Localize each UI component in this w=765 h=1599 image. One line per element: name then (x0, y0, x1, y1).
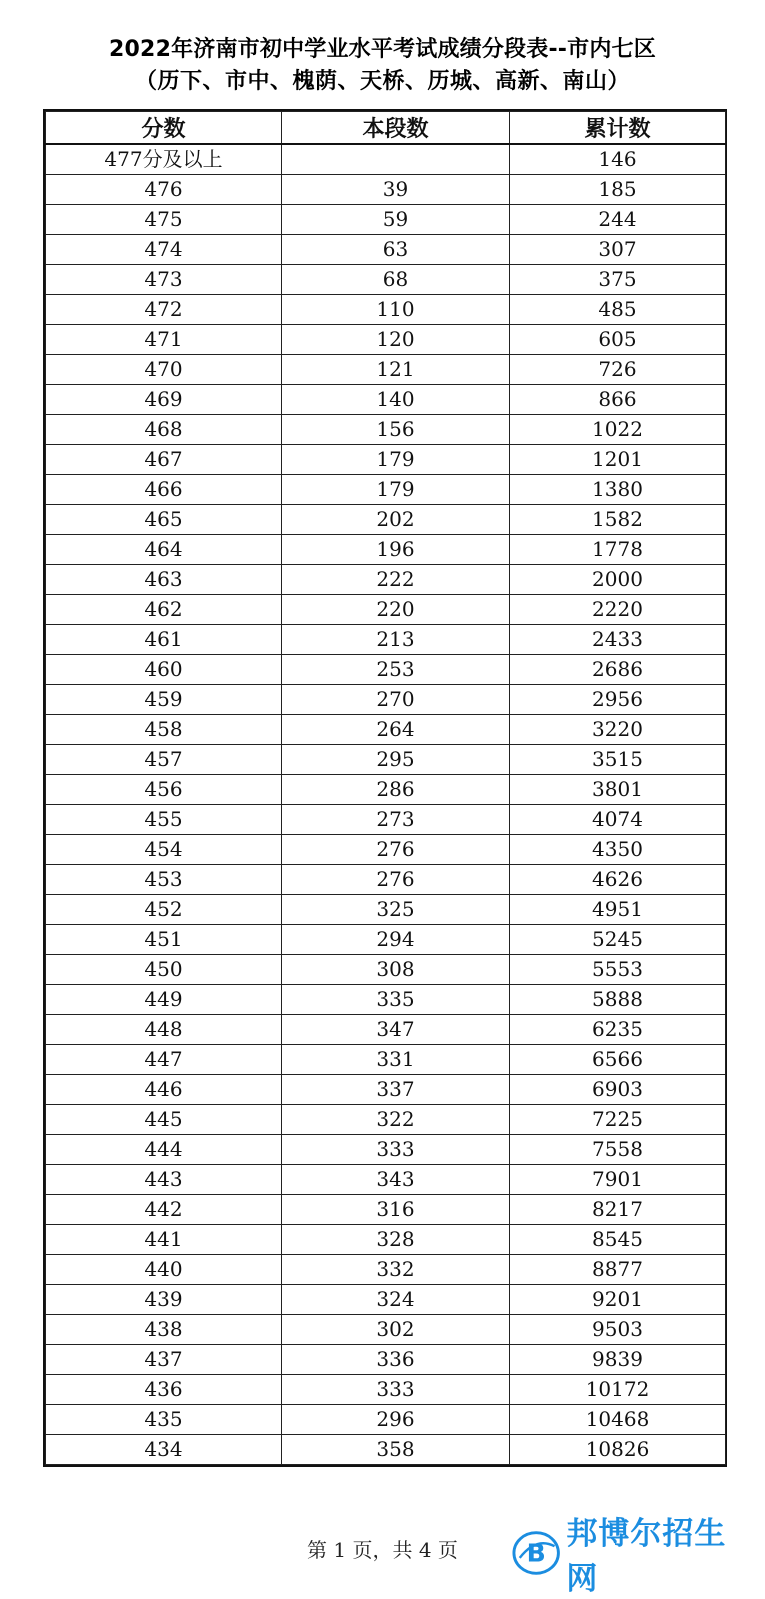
cell-cumulative-count: 1582 (510, 505, 726, 535)
cell-segment-count: 264 (282, 715, 510, 745)
cell-segment-count: 110 (282, 295, 510, 325)
cell-cumulative-count: 866 (510, 385, 726, 415)
cell-cumulative-count: 244 (510, 205, 726, 235)
cell-score: 437 (46, 1345, 282, 1375)
table-row (46, 1015, 726, 1045)
table-row (46, 655, 726, 685)
cell-cumulative-count: 9503 (510, 1315, 726, 1345)
table-row (46, 865, 726, 895)
cell-segment-count: 63 (282, 235, 510, 265)
cell-segment-count: 276 (282, 865, 510, 895)
table-row (46, 925, 726, 955)
table-row (46, 745, 726, 775)
cell-score: 439 (46, 1285, 282, 1315)
table-row (46, 805, 726, 835)
cell-score: 436 (46, 1375, 282, 1405)
cell-cumulative-count: 1380 (510, 475, 726, 505)
cell-cumulative-count: 2956 (510, 685, 726, 715)
cell-score: 456 (46, 775, 282, 805)
cell-cumulative-count: 4626 (510, 865, 726, 895)
cell-cumulative-count: 10826 (510, 1435, 726, 1465)
cell-segment-count: 358 (282, 1435, 510, 1465)
table-row (46, 1195, 726, 1225)
table-row (46, 715, 726, 745)
cell-cumulative-count: 4074 (510, 805, 726, 835)
cell-segment-count: 316 (282, 1195, 510, 1225)
cell-segment-count: 273 (282, 805, 510, 835)
table-row (46, 625, 726, 655)
cell-score: 465 (46, 505, 282, 535)
cell-score: 460 (46, 655, 282, 685)
cell-cumulative-count: 10468 (510, 1405, 726, 1435)
cell-cumulative-count: 7558 (510, 1135, 726, 1165)
cell-segment-count: 308 (282, 955, 510, 985)
document-title: 2022年济南市初中学业水平考试成绩分段表--市内七区 (109, 37, 656, 62)
table-row (46, 175, 726, 205)
cell-score: 473 (46, 265, 282, 295)
table-row (46, 1135, 726, 1165)
cell-score: 470 (46, 355, 282, 385)
cell-segment-count: 333 (282, 1135, 510, 1165)
cell-cumulative-count: 3220 (510, 715, 726, 745)
cell-cumulative-count: 6235 (510, 1015, 726, 1045)
cell-cumulative-count: 8877 (510, 1255, 726, 1285)
cell-segment-count: 325 (282, 895, 510, 925)
cell-cumulative-count: 5553 (510, 955, 726, 985)
cell-score: 448 (46, 1015, 282, 1045)
table-row (46, 895, 726, 925)
cell-score: 442 (46, 1195, 282, 1225)
cell-cumulative-count: 307 (510, 235, 726, 265)
table-header-row (46, 112, 726, 145)
cell-segment-count: 322 (282, 1105, 510, 1135)
cell-cumulative-count: 4951 (510, 895, 726, 925)
table-row (46, 355, 726, 385)
cell-segment-count: 347 (282, 1015, 510, 1045)
table-row (46, 325, 726, 355)
cell-cumulative-count: 2686 (510, 655, 726, 685)
cell-score: 469 (46, 385, 282, 415)
cell-score: 471 (46, 325, 282, 355)
cell-segment-count: 335 (282, 985, 510, 1015)
table-row (46, 835, 726, 865)
cell-cumulative-count: 8217 (510, 1195, 726, 1225)
cell-cumulative-count: 9201 (510, 1285, 726, 1315)
cell-score: 454 (46, 835, 282, 865)
table-row (46, 1405, 726, 1435)
cell-cumulative-count: 7901 (510, 1165, 726, 1195)
table-row (46, 1165, 726, 1195)
cell-score: 455 (46, 805, 282, 835)
cell-cumulative-count: 7225 (510, 1105, 726, 1135)
cell-score: 449 (46, 985, 282, 1015)
cell-score: 443 (46, 1165, 282, 1195)
table-row (46, 1435, 726, 1465)
cell-score: 472 (46, 295, 282, 325)
cell-segment-count: 337 (282, 1075, 510, 1105)
cell-segment-count: 220 (282, 595, 510, 625)
cell-segment-count: 196 (282, 535, 510, 565)
table-row (46, 1075, 726, 1105)
cell-cumulative-count: 5888 (510, 985, 726, 1015)
table-row (46, 1315, 726, 1345)
header-score: 分数 (46, 112, 282, 145)
table-row (46, 1285, 726, 1315)
table-row (46, 445, 726, 475)
cell-score: 468 (46, 415, 282, 445)
cell-segment-count: 59 (282, 205, 510, 235)
cell-score: 445 (46, 1105, 282, 1135)
cell-score: 458 (46, 715, 282, 745)
table-row (46, 1045, 726, 1075)
cell-segment-count: 331 (282, 1045, 510, 1075)
table-row (46, 685, 726, 715)
cell-segment-count: 39 (282, 175, 510, 205)
cell-segment-count (282, 144, 510, 175)
cell-score: 476 (46, 175, 282, 205)
document-subtitle: （历下、市中、槐荫、天桥、历城、高新、南山） (134, 69, 630, 94)
cell-segment-count: 296 (282, 1405, 510, 1435)
cell-cumulative-count: 146 (510, 144, 726, 175)
cell-segment-count: 302 (282, 1315, 510, 1345)
table-row (46, 595, 726, 625)
cell-score: 447 (46, 1045, 282, 1075)
cell-segment-count: 179 (282, 475, 510, 505)
cell-cumulative-count: 485 (510, 295, 726, 325)
table-row (46, 1105, 726, 1135)
score-table-container (43, 109, 727, 1467)
cell-cumulative-count: 2220 (510, 595, 726, 625)
cell-segment-count: 179 (282, 445, 510, 475)
header-segment-count: 本段数 (282, 112, 510, 145)
cell-segment-count: 295 (282, 745, 510, 775)
table-row (46, 985, 726, 1015)
cell-cumulative-count: 4350 (510, 835, 726, 865)
svg-text:B: B (526, 1538, 546, 1568)
table-row (46, 1375, 726, 1405)
cell-cumulative-count: 3801 (510, 775, 726, 805)
cell-score: 477分及以上 (46, 144, 282, 175)
cell-score: 451 (46, 925, 282, 955)
cell-segment-count: 294 (282, 925, 510, 955)
cell-score: 444 (46, 1135, 282, 1165)
cell-cumulative-count: 726 (510, 355, 726, 385)
table-row (46, 265, 726, 295)
cell-segment-count: 276 (282, 835, 510, 865)
table-row (46, 385, 726, 415)
cell-score: 459 (46, 685, 282, 715)
cell-segment-count: 328 (282, 1225, 510, 1255)
cell-score: 464 (46, 535, 282, 565)
cell-segment-count: 332 (282, 1255, 510, 1285)
score-distribution-table (45, 111, 726, 1465)
cell-cumulative-count: 9839 (510, 1345, 726, 1375)
cell-score: 457 (46, 745, 282, 775)
cell-segment-count: 253 (282, 655, 510, 685)
cell-cumulative-count: 8545 (510, 1225, 726, 1255)
cell-cumulative-count: 10172 (510, 1375, 726, 1405)
cell-cumulative-count: 6903 (510, 1075, 726, 1105)
table-row (46, 535, 726, 565)
table-row (46, 1345, 726, 1375)
cell-score: 474 (46, 235, 282, 265)
watermark (512, 1516, 752, 1597)
b-logo-icon (512, 1528, 560, 1578)
cell-cumulative-count: 1778 (510, 535, 726, 565)
cell-segment-count: 270 (282, 685, 510, 715)
cell-segment-count: 202 (282, 505, 510, 535)
cell-score: 462 (46, 595, 282, 625)
cell-segment-count: 156 (282, 415, 510, 445)
cell-segment-count: 333 (282, 1375, 510, 1405)
cell-score: 453 (46, 865, 282, 895)
cell-score: 446 (46, 1075, 282, 1105)
cell-segment-count: 68 (282, 265, 510, 295)
header-cumulative-count: 累计数 (510, 112, 726, 145)
cell-segment-count: 222 (282, 565, 510, 595)
cell-score: 450 (46, 955, 282, 985)
cell-cumulative-count: 1201 (510, 445, 726, 475)
cell-cumulative-count: 5245 (510, 925, 726, 955)
watermark-text: 邦博尔招生网 (566, 1516, 727, 1597)
cell-cumulative-count: 2000 (510, 565, 726, 595)
cell-score: 440 (46, 1255, 282, 1285)
cell-cumulative-count: 375 (510, 265, 726, 295)
table-row (46, 295, 726, 325)
cell-segment-count: 324 (282, 1285, 510, 1315)
page-number: 第 1 页，共 4 页 (307, 1538, 458, 1562)
cell-score: 441 (46, 1225, 282, 1255)
table-row (46, 955, 726, 985)
table-body (46, 144, 726, 1465)
table-row (46, 505, 726, 535)
cell-score: 461 (46, 625, 282, 655)
cell-segment-count: 213 (282, 625, 510, 655)
table-row (46, 235, 726, 265)
cell-cumulative-count: 1022 (510, 415, 726, 445)
cell-cumulative-count: 3515 (510, 745, 726, 775)
table-row (46, 1255, 726, 1285)
cell-segment-count: 336 (282, 1345, 510, 1375)
cell-score: 435 (46, 1405, 282, 1435)
cell-cumulative-count: 605 (510, 325, 726, 355)
cell-cumulative-count: 185 (510, 175, 726, 205)
cell-score: 467 (46, 445, 282, 475)
cell-segment-count: 286 (282, 775, 510, 805)
table-row (46, 144, 726, 175)
cell-score: 475 (46, 205, 282, 235)
cell-score: 434 (46, 1435, 282, 1465)
cell-segment-count: 121 (282, 355, 510, 385)
cell-score: 463 (46, 565, 282, 595)
cell-segment-count: 120 (282, 325, 510, 355)
table-row (46, 475, 726, 505)
table-row (46, 1225, 726, 1255)
table-row (46, 775, 726, 805)
cell-cumulative-count: 2433 (510, 625, 726, 655)
table-row (46, 205, 726, 235)
cell-score: 452 (46, 895, 282, 925)
table-row (46, 415, 726, 445)
cell-cumulative-count: 6566 (510, 1045, 726, 1075)
cell-score: 466 (46, 475, 282, 505)
cell-score: 438 (46, 1315, 282, 1345)
cell-segment-count: 140 (282, 385, 510, 415)
table-row (46, 565, 726, 595)
cell-segment-count: 343 (282, 1165, 510, 1195)
